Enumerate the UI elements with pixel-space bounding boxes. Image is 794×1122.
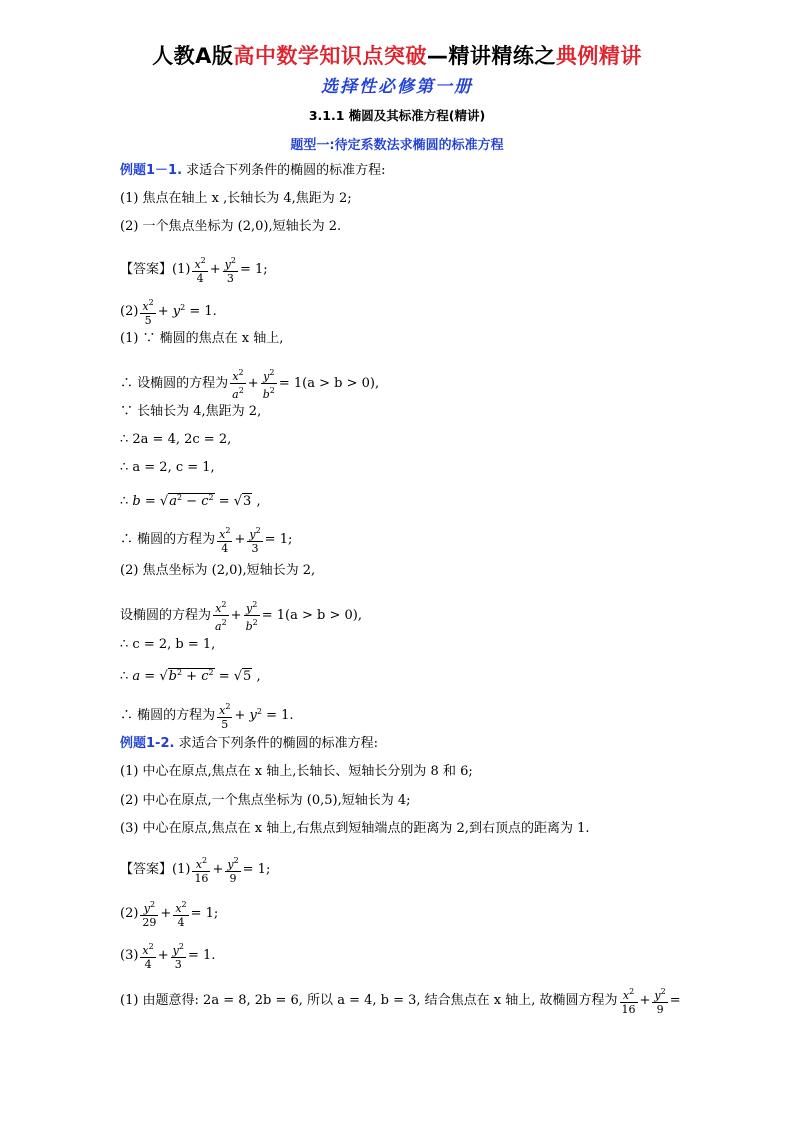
setup-condition: = 1(a > b > 0), bbox=[261, 608, 362, 623]
result-prefix: ∴ 椭圆的方程为 bbox=[120, 532, 216, 547]
book-title-part4: 典例精讲 bbox=[555, 44, 642, 68]
solution-line: (1) 由题意得: 2a = 8, 2b = 6, 所以 a = 4, b = 3, 结合焦点在 x 轴上, 故椭圆方程为 $\frac{x^2}{16}$ + $\frac{y^2}{9}$ = bbox=[120, 987, 681, 1016]
example-1-2-heading bbox=[120, 735, 378, 753]
solution-line: ∴ 2a = 4, 2c = 2, bbox=[120, 432, 232, 447]
answer-label: 【答案】 bbox=[120, 862, 173, 877]
solution-line: ∵ 长轴长为 4,焦距为 2, bbox=[120, 404, 262, 419]
condition-2: (2) 一个焦点坐标为 (2,0),短轴长为 2. bbox=[120, 219, 342, 234]
solution-b-line: ∴ $b = √a^2 - c^2 = √3$ , bbox=[120, 493, 261, 509]
solution-setup-line: ∴ 设椭圆的方程为 $\frac{x^2}{a^2}$ + $\frac{y^2}{b^2}$ = 1(a > b > 0), bbox=[120, 368, 380, 401]
example-1-1-heading bbox=[120, 162, 386, 180]
condition-1: (1) 焦点在轴上 x ,长轴长为 4,焦距为 2; bbox=[120, 191, 352, 206]
solution-a-line: ∴ $a = √b^2 + c^2 = √5$ , bbox=[120, 668, 261, 684]
solution-result-line: ∴ 椭圆的方程为 $\frac{x^2}{5}$ + $y^2 = 1$. bbox=[120, 702, 294, 731]
condition-2: (2) 中心在原点,一个焦点坐标为 (0,5),短轴长为 4; bbox=[120, 793, 411, 808]
solution-line: (1) ∵ 椭圆的焦点在 x 轴上, bbox=[120, 331, 284, 346]
book-title-part3: —精讲精练之 bbox=[426, 44, 556, 68]
book-subtitle: 选择性必修第一册 bbox=[321, 77, 473, 97]
setup-condition: = 1(a > b > 0), bbox=[278, 376, 380, 391]
type-heading: 题型一:待定系数法求椭圆的标准方程 bbox=[290, 138, 504, 153]
book-title bbox=[0, 40, 794, 70]
setup-text: 设椭圆的方程为 bbox=[120, 608, 212, 623]
solution-result-line: ∴ 椭圆的方程为 $\frac{x^2}{4}$ + $\frac{y^2}{3}$ = 1; bbox=[120, 526, 293, 555]
answer-1: 【答案】(1) $\frac{x^2}{4}$ + $\frac{y^2}{3}$ = 1; bbox=[120, 256, 268, 285]
solution-line: (2) 焦点坐标为 (2,0),短轴长为 2, bbox=[120, 563, 316, 578]
solution-text: (1) 由题意得: 2a = 8, 2b = 6, 所以 a = 4, b = 3, 结合焦点在 x 轴上, 故椭圆方程为 bbox=[120, 993, 618, 1008]
condition-1: (1) 中心在原点,焦点在 x 轴上,长轴长、短轴长分别为 8 和 6; bbox=[120, 764, 473, 779]
answer-1: 【答案】(1) $\frac{x^2}{16}$ + $\frac{y^2}{9}$ = 1; bbox=[120, 856, 271, 885]
result-prefix: ∴ 椭圆的方程为 bbox=[120, 708, 216, 723]
solution-line: ∴ a = 2, c = 1, bbox=[120, 460, 215, 475]
setup-text: ∴ 设椭圆的方程为 bbox=[120, 376, 229, 391]
answer-3: (3) $\frac{x^2}{4}$ + $\frac{y^2}{3}$ = 1. bbox=[120, 942, 216, 971]
section-title: 3.1.1 椭圆及其标准方程(精讲) bbox=[308, 108, 486, 123]
answer-2: (2) $\frac{x^2}{5}$ + $y^2 = 1$. bbox=[120, 298, 217, 327]
example-prompt: 求适合下列条件的椭圆的标准方程: bbox=[186, 163, 386, 178]
book-title-part1: 人教A版 bbox=[152, 44, 234, 68]
condition-3: (3) 中心在原点,焦点在 x 轴上,右焦点到短轴端点的距离为 2,到右顶点的距离为 1. bbox=[120, 821, 590, 836]
answer-2: (2) $\frac{y^2}{29}$ + $\frac{x^2}{4}$ = 1; bbox=[120, 900, 219, 929]
book-title-part2: 高中数学知识点突破 bbox=[233, 44, 427, 68]
example-prompt: 求适合下列条件的椭圆的标准方程: bbox=[178, 736, 378, 751]
example-label: 例题1－1. bbox=[120, 163, 183, 178]
solution-setup-line: 设椭圆的方程为 $\frac{x^2}{a^2}$ + $\frac{y^2}{b^2}$ = 1(a > b > 0), bbox=[120, 600, 362, 633]
example-label: 例题1-2. bbox=[120, 736, 175, 751]
answer-label: 【答案】 bbox=[120, 262, 173, 277]
solution-line: ∴ c = 2, b = 1, bbox=[120, 637, 216, 652]
